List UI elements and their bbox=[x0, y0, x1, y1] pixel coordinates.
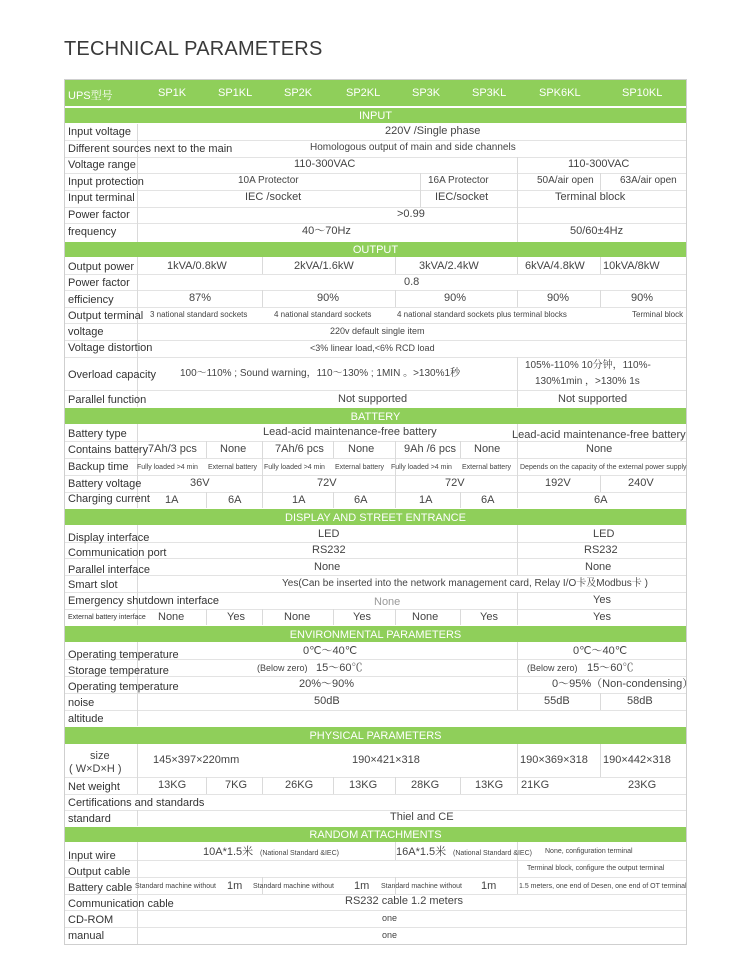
input-protection-d: 63A/air open bbox=[620, 175, 677, 186]
contains-battery-e: 9Ah /6 pcs bbox=[404, 443, 456, 455]
humidity-a: 20%～90% bbox=[299, 678, 355, 690]
size-b: 190×421×318 bbox=[352, 754, 420, 766]
storage-temp-a: 15～60℃ bbox=[316, 662, 363, 674]
ext-battery-interface-d: Yes bbox=[353, 611, 371, 623]
efficiency-label: efficiency bbox=[68, 294, 114, 306]
display-interface-a: LED bbox=[318, 528, 340, 540]
battery-type-a: Lead-acid maintenance-free battery bbox=[263, 426, 437, 438]
input-wire-b-note: (National Standard &IEC) bbox=[453, 850, 532, 857]
battery-voltage-b: 72V bbox=[317, 477, 337, 489]
contains-battery-c: 7Ah/6 pcs bbox=[275, 443, 324, 455]
charging-current-c: 1A bbox=[292, 494, 306, 506]
efficiency-e: 90% bbox=[631, 292, 654, 304]
output-title: OUTPUT bbox=[352, 244, 399, 256]
manual-value: one bbox=[382, 930, 398, 940]
header-sp3kl: SP3KL bbox=[472, 87, 507, 99]
size-label-dims: ( W×D×H ) bbox=[69, 763, 122, 775]
header-sp2kl: SP2KL bbox=[346, 87, 381, 99]
input-voltage-value: 220V /Single phase bbox=[385, 125, 481, 137]
output-power-b: 2kVA/1.6kW bbox=[294, 260, 354, 272]
ext-battery-interface-label: External battery interface bbox=[68, 614, 146, 621]
smart-slot-label: Smart slot bbox=[68, 579, 118, 591]
battery-title: BATTERY bbox=[350, 411, 401, 423]
header-sp3k: SP3K bbox=[412, 87, 441, 99]
net-weight-h: 23KG bbox=[628, 779, 657, 791]
header-sp10kl: SP10KL bbox=[622, 87, 663, 99]
op-temp-a: 0℃～40℃ bbox=[303, 645, 358, 657]
charging-current-b: 6A bbox=[228, 494, 242, 506]
voltage-distortion-value: <3% linear load,<6% RCD load bbox=[310, 343, 435, 353]
cdrom-value: one bbox=[382, 913, 398, 923]
comm-cable-label: Communication cable bbox=[68, 898, 174, 910]
parallel-interface-a: None bbox=[314, 561, 341, 573]
header-model: UPS型号 bbox=[68, 90, 113, 102]
page-title: TECHNICAL PARAMETERS bbox=[64, 38, 323, 60]
charging-current-label: Charging current bbox=[68, 493, 150, 505]
output-power-d: 6kVA/4.8kW bbox=[525, 260, 585, 272]
comm-cable-value: RS232 cable 1.2 meters bbox=[345, 895, 464, 907]
size-a: 145×397×220mm bbox=[153, 754, 240, 766]
backup-time-c: Fully loaded >4 min bbox=[264, 464, 325, 471]
input-wire-c: None, configuration terminal bbox=[545, 848, 633, 855]
input-protection-label: Input protection bbox=[68, 176, 144, 188]
battery-voltage-a: 36V bbox=[190, 477, 210, 489]
standard-label: standard bbox=[68, 813, 111, 825]
env-title: ENVIRONMENTAL PARAMETERS bbox=[289, 629, 462, 641]
battery-cable-c: Standard machine without bbox=[381, 883, 462, 890]
contains-battery-b: None bbox=[220, 443, 247, 455]
input-wire-a-note: (National Standard &IEC) bbox=[260, 850, 339, 857]
certifications-label: Certifications and standards bbox=[68, 797, 205, 809]
ext-battery-interface-b: Yes bbox=[227, 611, 245, 623]
different-sources-label: Different sources next to the main bbox=[68, 143, 233, 155]
battery-voltage-c: 72V bbox=[445, 477, 465, 489]
frequency-label: frequency bbox=[68, 226, 117, 238]
backup-time-e: Fully loaded >4 min bbox=[391, 464, 452, 471]
net-weight-b: 7KG bbox=[225, 779, 248, 791]
frequency-value-a: 40～70Hz bbox=[302, 225, 351, 237]
storage-temp-b: 15～60℃ bbox=[587, 662, 634, 674]
net-weight-a: 13KG bbox=[158, 779, 187, 791]
input-title: INPUT bbox=[359, 110, 392, 122]
net-weight-g: 21KG bbox=[521, 779, 550, 791]
physical-title: PHYSICAL PARAMETERS bbox=[309, 730, 442, 742]
humidity-label: Operating temperature bbox=[68, 681, 179, 693]
display-interface-label: Display interface bbox=[68, 532, 150, 544]
parallel-function-label: Parallel function bbox=[68, 394, 147, 406]
noise-label: noise bbox=[68, 697, 95, 709]
voltage-range-value-a: 110-300VAC bbox=[294, 158, 356, 170]
output-pf-value: 0.8 bbox=[404, 276, 420, 288]
backup-time-d: External battery bbox=[335, 464, 385, 471]
output-terminal-label: Output terminal bbox=[68, 310, 144, 322]
output-terminal-d: Terminal block bbox=[632, 310, 684, 319]
input-wire-b: 16A*1.5米 bbox=[396, 846, 447, 858]
storage-temp-b-note: (Below zero) bbox=[527, 663, 578, 673]
comm-port-label: Communication port bbox=[68, 547, 167, 559]
parallel-function-a: Not supported bbox=[338, 393, 408, 405]
power-factor-label: Power factor bbox=[68, 209, 130, 221]
efficiency-b: 90% bbox=[317, 292, 340, 304]
ext-battery-interface-e: None bbox=[412, 611, 439, 623]
output-power-label: Output power bbox=[68, 261, 135, 273]
battery-cable-label: Battery cable bbox=[68, 882, 133, 894]
battery-cable-b: Standard machine without bbox=[253, 883, 334, 890]
different-sources-value: Homologous output of main and side channels bbox=[310, 142, 516, 153]
parallel-function-b: Not supported bbox=[558, 393, 628, 405]
backup-time-f: External battery bbox=[462, 464, 512, 471]
parallel-interface-label: Parallel interface bbox=[68, 564, 150, 576]
contains-battery-d: None bbox=[348, 443, 375, 455]
battery-type-label: Battery type bbox=[68, 428, 127, 440]
battery-voltage-label: Battery voltage bbox=[68, 478, 142, 490]
backup-time-label: Backup time bbox=[68, 461, 129, 473]
input-wire-a: 10A*1.5米 bbox=[203, 846, 254, 858]
input-terminal-c: Terminal block bbox=[555, 191, 626, 203]
voltage-range-value-b: 110-300VAC bbox=[568, 158, 630, 170]
ext-battery-interface-f: Yes bbox=[480, 611, 498, 623]
header-sp1k: SP1K bbox=[158, 87, 187, 99]
backup-time-b: External battery bbox=[208, 464, 258, 471]
efficiency-a: 87% bbox=[189, 292, 212, 304]
emergency-shutdown-a: None bbox=[374, 596, 401, 608]
overload-value-b1: 105%-110% 10分钟，110%- bbox=[525, 360, 651, 371]
input-terminal-b: IEC/socket bbox=[435, 191, 489, 203]
overload-label: Overload capacity bbox=[68, 369, 157, 381]
display-title: DISPLAY AND STREET ENTRANCE bbox=[285, 512, 466, 524]
charging-current-d: 6A bbox=[354, 494, 368, 506]
storage-temp-label: Storage temperature bbox=[68, 665, 169, 677]
battery-cable-a: Standard machine without bbox=[135, 883, 216, 890]
overload-value-b2: 130%1min ，>130% 1s bbox=[535, 376, 640, 387]
noise-b: 55dB bbox=[544, 695, 570, 707]
header-sp2k: SP2K bbox=[284, 87, 313, 99]
output-terminal-a: 3 national standard sockets bbox=[150, 310, 248, 319]
battery-voltage-d: 192V bbox=[545, 477, 571, 489]
output-terminal-c: 4 national standard sockets plus terminal blocks bbox=[397, 310, 567, 319]
output-pf-label: Power factor bbox=[68, 277, 130, 289]
comm-port-b: RS232 bbox=[584, 544, 618, 556]
ext-battery-interface-a: None bbox=[158, 611, 185, 623]
input-protection-c: 50A/air open bbox=[537, 175, 594, 186]
noise-a: 50dB bbox=[314, 695, 340, 707]
output-voltage-label: voltage bbox=[68, 326, 104, 338]
net-weight-label: Net weight bbox=[68, 781, 120, 793]
output-power-e: 10kVA/8kW bbox=[603, 260, 660, 272]
storage-temp-a-note: (Below zero) bbox=[257, 663, 308, 673]
header-sp1kl: SP1KL bbox=[218, 87, 253, 99]
ext-battery-interface-g: Yes bbox=[593, 611, 611, 623]
input-voltage-label: Input voltage bbox=[68, 126, 131, 138]
comm-port-a: RS232 bbox=[312, 544, 346, 556]
random-title: RANDOM ATTACHMENTS bbox=[309, 829, 442, 841]
size-d: 190×442×318 bbox=[603, 754, 671, 766]
battery-cable-b-len: 1m bbox=[354, 880, 370, 892]
standard-value: Thiel and CE bbox=[390, 811, 454, 823]
net-weight-c: 26KG bbox=[285, 779, 314, 791]
smart-slot-value: Yes(Can be inserted into the network management card, Relay I/O卡及Modbus卡 ) bbox=[282, 578, 648, 589]
battery-type-b: Lead-acid maintenance-free battery bbox=[512, 429, 686, 441]
backup-time-a: Fully loaded >4 min bbox=[137, 464, 198, 471]
manual-label: manual bbox=[68, 930, 105, 942]
parallel-interface-b: None bbox=[585, 561, 612, 573]
contains-battery-g: None bbox=[586, 443, 613, 455]
contains-battery-f: None bbox=[474, 443, 501, 455]
efficiency-c: 90% bbox=[444, 292, 467, 304]
charging-current-f: 6A bbox=[481, 494, 495, 506]
charging-current-g: 6A bbox=[594, 494, 608, 506]
input-terminal-label: Input terminal bbox=[68, 192, 135, 204]
display-interface-b: LED bbox=[593, 528, 615, 540]
noise-c: 58dB bbox=[627, 695, 653, 707]
header-spk6kl: SPK6KL bbox=[539, 87, 581, 99]
output-terminal-b: 4 national standard sockets bbox=[274, 310, 372, 319]
op-temp-label: Operating temperature bbox=[68, 649, 179, 661]
output-power-c: 3kVA/2.4kW bbox=[419, 260, 479, 272]
battery-cable-c-len: 1m bbox=[481, 880, 497, 892]
op-temp-b: 0℃～40℃ bbox=[573, 645, 628, 657]
size-c: 190×369×318 bbox=[520, 754, 588, 766]
cdrom-label: CD-ROM bbox=[68, 914, 114, 926]
ext-battery-interface-c: None bbox=[284, 611, 311, 623]
altitude-label: altitude bbox=[68, 713, 104, 725]
input-terminal-a: IEC /socket bbox=[245, 191, 302, 203]
net-weight-f: 13KG bbox=[475, 779, 504, 791]
emergency-shutdown-b: Yes bbox=[593, 594, 611, 606]
battery-cable-a-len: 1m bbox=[227, 880, 243, 892]
battery-cable-d: 1.5 meters, one end of Desen, one end of OT terminal bbox=[519, 883, 687, 890]
net-weight-e: 28KG bbox=[411, 779, 440, 791]
output-cable-label: Output cable bbox=[68, 866, 131, 878]
efficiency-d: 90% bbox=[547, 292, 570, 304]
humidity-b: 0～95%（Non-condensing） bbox=[552, 678, 694, 690]
charging-current-e: 1A bbox=[419, 494, 433, 506]
power-factor-value: >0.99 bbox=[397, 208, 425, 220]
overload-value-a: 100～110% ; Sound warning，110～130% ; 1MIN 。>130%1秒 bbox=[180, 368, 461, 379]
output-power-a: 1kVA/0.8kW bbox=[167, 260, 227, 272]
spec-table bbox=[64, 79, 694, 945]
input-protection-a: 10A Protector bbox=[238, 175, 299, 186]
contains-battery-a: 7Ah/3 pcs bbox=[148, 443, 197, 455]
backup-time-g: Depends on the capacity of the external power supply bbox=[520, 464, 687, 471]
frequency-value-b: 50/60±4Hz bbox=[570, 225, 624, 237]
output-cable-value: Terminal block, configure the output terminal bbox=[527, 865, 665, 872]
voltage-distortion-label: Voltage distortion bbox=[68, 342, 153, 354]
contains-battery-label: Contains battery bbox=[68, 444, 149, 456]
charging-current-a: 1A bbox=[165, 494, 179, 506]
output-voltage-value: 220v default single item bbox=[330, 326, 425, 336]
size-label: size bbox=[90, 750, 110, 762]
net-weight-d: 13KG bbox=[349, 779, 378, 791]
voltage-range-label: Voltage range bbox=[68, 159, 136, 171]
input-protection-b: 16A Protector bbox=[428, 175, 489, 186]
input-wire-label: Input wire bbox=[68, 850, 116, 862]
battery-voltage-e: 240V bbox=[628, 477, 654, 489]
emergency-shutdown-label: Emergency shutdown interface bbox=[68, 595, 220, 607]
